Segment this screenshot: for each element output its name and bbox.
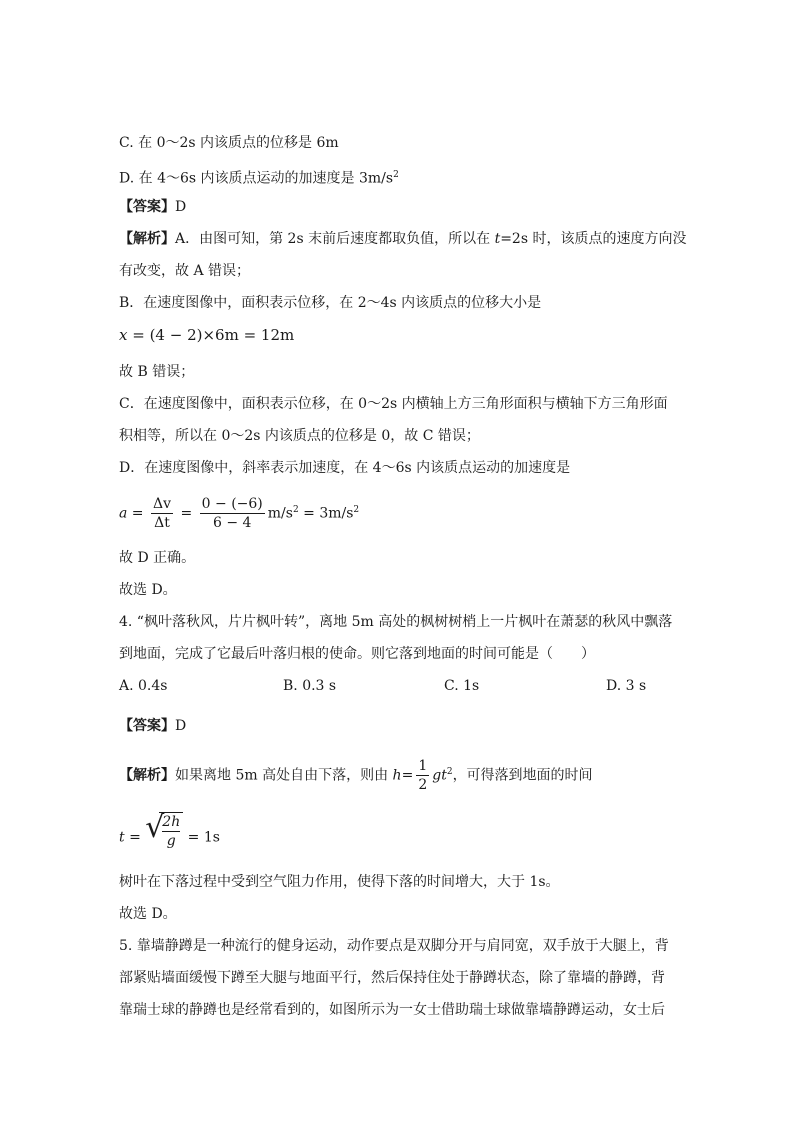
formula-b-rest: = (4 − 2)×6m = 12m [127,326,295,344]
frac1-numerator: Δv [153,496,172,513]
q3-formula-b [119,325,294,345]
analysis-a-post: =2s 时，该质点的速度方向没 [500,231,687,247]
q3-answer [119,197,186,217]
q4-option-a-label: A. [119,678,134,694]
q4-option-c-label: C. [444,678,459,694]
q4-formula-t: t = √ $\frac{2h}{g}$ = 1s [119,812,220,863]
answer-tag: 【答案】 [119,199,175,215]
q4-analysis-eq: = [401,767,414,784]
q4-analysis: 【解析】如果离地 5m 高处自由下落，则由 h= $\frac{1}{2}$ $gt^2$，可得落到地面的时间 [119,758,593,794]
q4-option-b-text: 0.3 s [302,678,337,694]
q4-option-a-text: 0.4s [138,678,168,694]
q4-stem-line2: 到地面，完成了它最后叶落归根的使命。则它落到地面的时间可能是（ ） [119,646,595,662]
formula-d-result: = 3m/s [298,505,354,522]
q4-option-d [606,676,646,696]
q3-formula-d: a = $\frac{\Delta v}{\Delta t}$ = $\frac{0 - (-6)}{6 - 4}$ $m/s^2 = 3m/s^2$ [119,496,360,532]
sqrt-sign: √ [145,810,165,845]
q5-line2: 部紧贴墙面缓慢下蹲至大腿与地面平行，然后保持住处于静蹲状态，除了靠墙的静蹲，背 [119,970,665,986]
frac1-denominator: Δt [154,515,170,532]
analysis-a-var: t [494,231,501,247]
q4-option-c [444,676,479,696]
q4-analysis-post: ，可得落到地面的时间 [452,767,593,784]
frac2-numerator: 0 − (−6) [201,496,263,513]
q4-option-a [119,676,167,696]
analysis-tag: 【解析】 [119,231,175,247]
q3-analysis-a-line2: 有改变，故 A 错误； [119,263,251,279]
sqrt-denominator: g [166,833,176,849]
formula-d-a: a [119,505,128,522]
q3-analysis-c-line1: C．在速度图像中，面积表示位移，在 0～2s 内横轴上方三角形面积与横轴下方三角形面 [119,396,668,412]
q4-option-d-text: 3 s [625,678,647,694]
q3-analysis-a-line1 [119,229,686,249]
formula-d-unit: m/s [267,505,293,522]
formula-b-var: x [119,326,128,344]
option-d [119,165,399,189]
q4-analysis-tag: 【解析】 [119,767,175,784]
q3-analysis-c-line2: 积相等，所以在 0～2s 内该质点的位移是 0，故 C 错误； [119,428,480,444]
q4-answer-value: D [175,718,187,734]
q3-analysis-b-line2: 故 B 错误； [119,364,195,380]
q4-analysis-gt: gt [432,767,447,784]
q4-analysis-pre: 如果离地 5m 高处自由下落，则由 [175,767,393,784]
q4-option-c-text: 1s [463,678,480,694]
sqrt-numerator: 2h [162,814,181,830]
answer-value: D [175,199,187,215]
q3-choice: 故选 D。 [119,582,177,598]
q4-note: 树叶在下落过程中受到空气阻力作用，使得下落的时间增大，大于 1s。 [119,874,560,890]
formula-t-var: t [119,829,125,846]
q4-analysis-h: h [392,767,402,784]
q4-option-d-label: D. [606,678,622,694]
q5-line3: 靠瑞士球的静蹲也是经常看到的，如图所示为一女士借助瑞士球做靠墙静蹲运动，女士后 [119,1002,665,1018]
analysis-a-text: A．由图可知，第 2s 末前后速度都取负值，所以在 [175,231,495,247]
formula-d-frac2 [200,495,265,532]
q4-answer-tag: 【答案】 [119,718,175,734]
frac2-denominator: 6 − 4 [213,515,252,532]
option-d-superscript: 2 [393,170,399,180]
q4-analysis-frac [416,757,429,794]
q3-analysis-b-line1: B．在速度图像中，面积表示位移，在 2～4s 内该质点的位移大小是 [119,295,542,311]
q4-answer [119,716,186,736]
q4-choice: 故选 D。 [119,906,177,922]
q4-frac-denominator: 2 [418,777,428,794]
option-d-text: D. 在 4～6s 内该质点运动的加速度是 3m/s [119,170,394,187]
q4-stem-line1: 4. “枫叶落秋风，片片枫叶转”，离地 5m 高处的枫树树梢上一片枫叶在萧瑟的秋风中飘落 [119,614,673,630]
formula-t-result: = 1s [183,829,220,846]
q3-analysis-d-line1: D．在速度图像中，斜率表示加速度，在 4～6s 内该质点运动的加速度是 [119,460,571,476]
q5-line1: 5. 靠墙静蹲是一种流行的健身运动，动作要点是双脚分开与肩同宽，双手放于大腿上，背 [119,938,669,954]
q4-frac-numerator: 1 [418,758,428,775]
formula-sqrt [145,812,183,863]
q4-option-b-label: B. [283,678,298,694]
q4-option-b [283,676,336,696]
formula-d-frac1 [151,495,173,532]
option-c: C. 在 0～2s 内该质点的位移是 6m [119,135,339,151]
q3-analysis-d-line2: 故 D 正确。 [119,550,196,566]
